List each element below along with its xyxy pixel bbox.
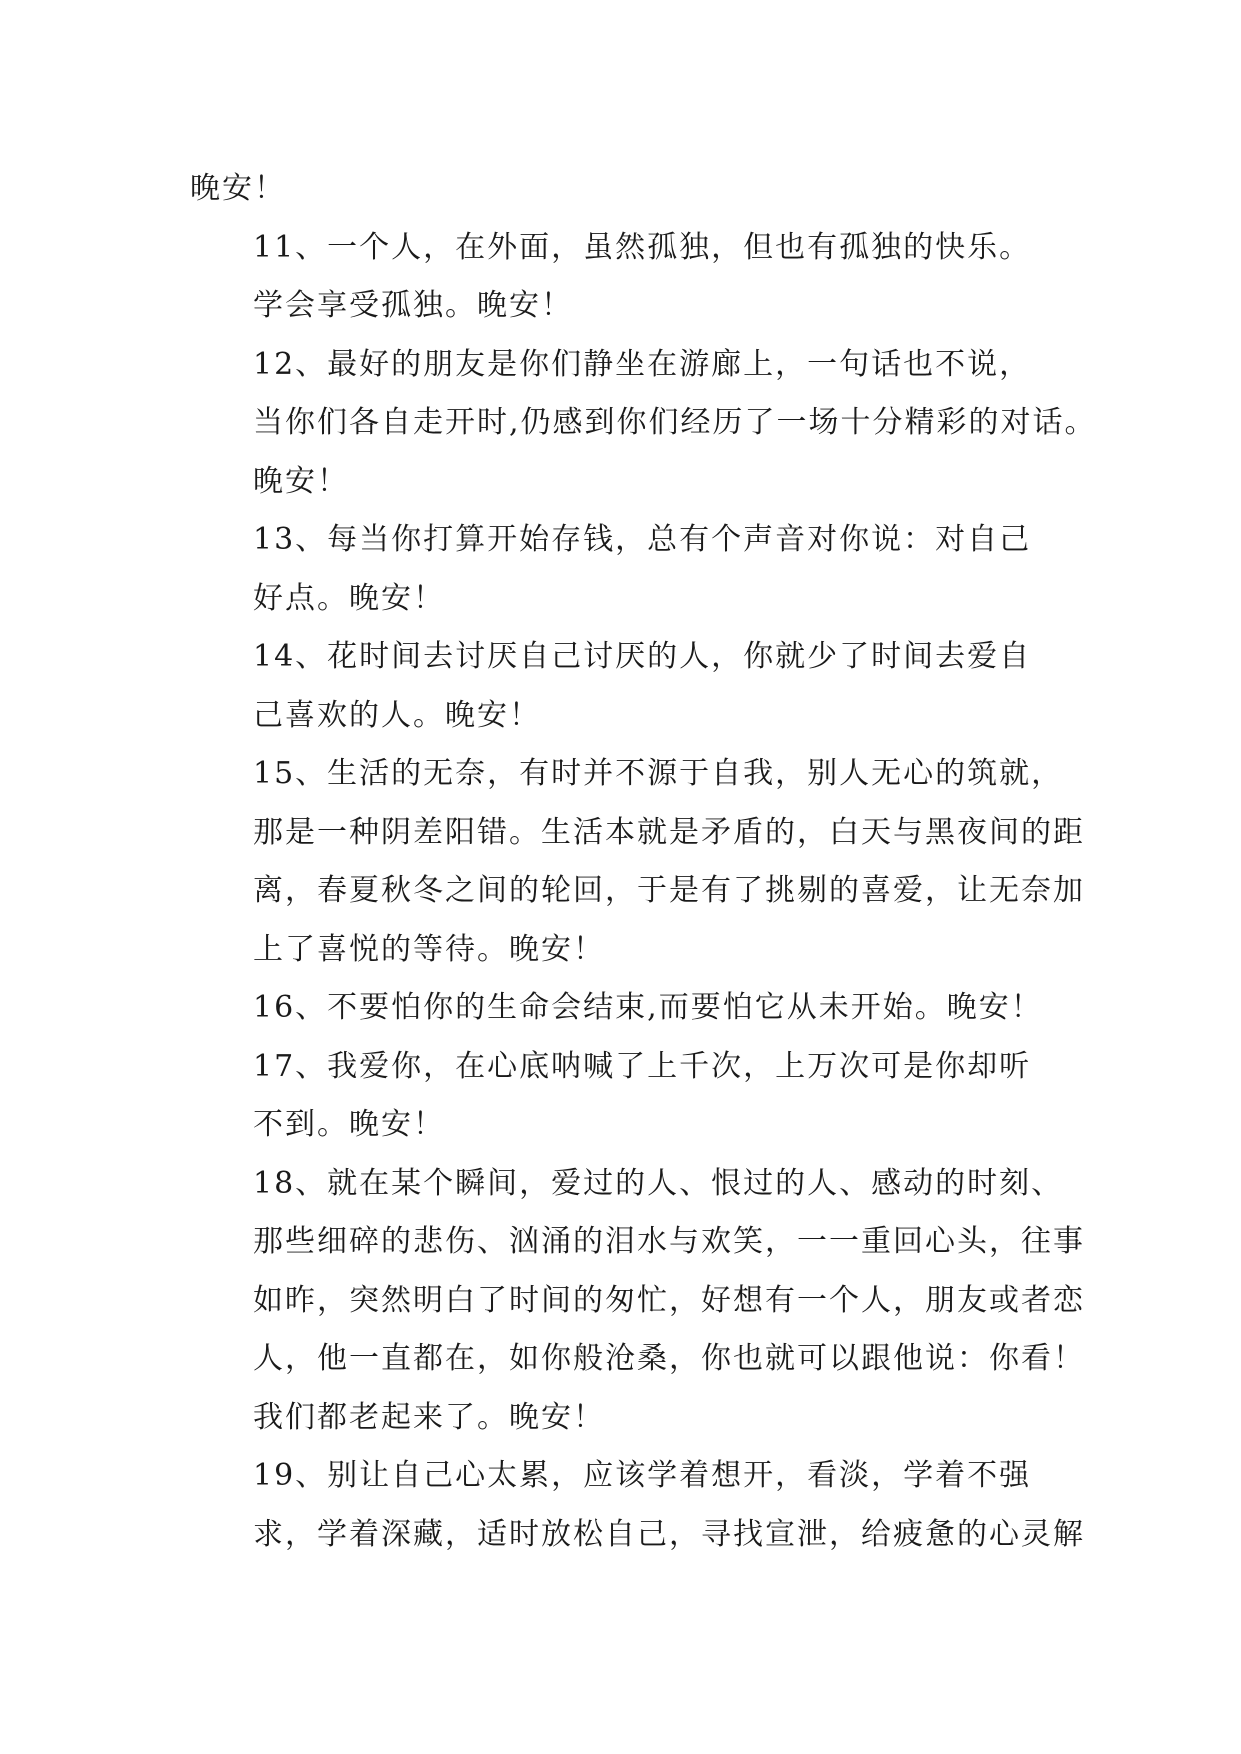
text-line: 我们都老起来了。晚安！ xyxy=(253,1399,605,1435)
paragraph-11 xyxy=(190,219,1050,336)
text-line: 如昨，突然明白了时间的匆忙，好想有一个人，朋友或者恋 xyxy=(253,1282,1085,1318)
text-line: 17、我爱你，在心底呐喊了上千次，上万次可是你却听 xyxy=(253,1048,1032,1084)
text-line: 求，学着深藏，适时放松自己，寻找宣泄，给疲惫的心灵解 xyxy=(253,1516,1085,1552)
paragraph-14 xyxy=(190,628,1050,745)
paragraph-16 xyxy=(190,979,1050,1038)
text-line: 学会享受孤独。晚安！ xyxy=(253,288,573,323)
text-line: 14、花时间去讨厌自己讨厌的人，你就少了时间去爱自 xyxy=(253,639,1032,674)
text-line: 晚安！ xyxy=(253,463,349,499)
text-line: 晚安！ xyxy=(190,171,286,206)
text-line: 离，春夏秋冬之间的轮回，于是有了挑剔的喜爱，让无奈加 xyxy=(253,873,1085,908)
text-line: 15、生活的无奈，有时并不源于自我，别人无心的筑就， xyxy=(253,756,1064,791)
text-line: 当你们各自走开时,仍感到你们经历了一场十分精彩的对话。 xyxy=(253,405,1097,440)
paragraph-18 xyxy=(190,1155,1085,1448)
text-line: 13、每当你打算开始存钱，总有个声音对你说：对自己 xyxy=(253,522,1032,557)
text-line: 12、最好的朋友是你们静坐在游廊上，一句话也不说， xyxy=(253,346,1032,382)
text-line: 不到。晚安！ xyxy=(253,1107,445,1142)
paragraph-12 xyxy=(190,336,1097,512)
paragraph-10-tail xyxy=(190,160,1050,219)
text-line: 那是一种阴差阳错。生活本就是矛盾的，白天与黑夜间的距 xyxy=(253,814,1085,850)
paragraph-15 xyxy=(190,745,1085,979)
text-line: 19、别让自己心太累，应该学着想开，看淡，学着不强 xyxy=(253,1458,1032,1493)
text-line: 己喜欢的人。晚安！ xyxy=(253,697,541,733)
paragraph-17 xyxy=(190,1038,1050,1155)
text-line: 好点。晚安！ xyxy=(253,580,445,616)
text-line: 上了喜悦的等待。晚安！ xyxy=(253,931,605,967)
text-line: 18、就在某个瞬间，爱过的人、恨过的人、感动的时刻、 xyxy=(253,1165,1064,1201)
document-body xyxy=(190,160,1097,1564)
text-line: 人，他一直都在，如你般沧桑，你也就可以跟他说：你看！ xyxy=(253,1341,1085,1376)
text-line: 16、不要怕你的生命会结束,而要怕它从未开始。晚安！ xyxy=(253,990,1043,1025)
text-line: 11、一个人，在外面，虽然孤独，但也有孤独的快乐。 xyxy=(253,229,1032,265)
paragraph-13 xyxy=(190,511,1050,628)
text-line: 那些细碎的悲伤、汹涌的泪水与欢笑，一一重回心头，往事 xyxy=(253,1224,1085,1259)
paragraph-19 xyxy=(190,1447,1085,1564)
